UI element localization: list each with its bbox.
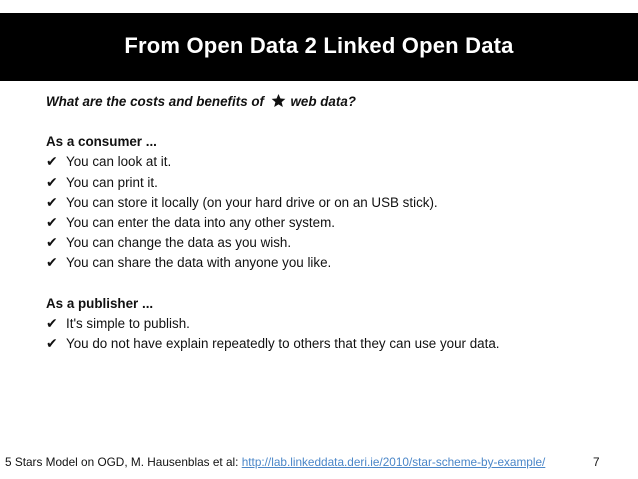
check-icon: ✔ [46,215,58,232]
consumer-item-text: You can print it. [66,174,158,190]
spacer [46,112,616,132]
consumer-item-text: You can look at it. [66,154,172,170]
footer-link[interactable]: http://lab.linkeddata.deri.ie/2010/star-scheme-by-example/ [241,455,546,469]
consumer-item-text: You can enter the data into any other system. [66,215,335,231]
star-icon [271,93,286,108]
publisher-heading: As a publisher ... [46,295,154,311]
consumer-item [46,152,616,172]
consumer-item-text: You can change the data as you wish. [66,235,292,251]
spacer [46,274,616,294]
consumer-item [46,253,616,273]
check-icon: ✔ [46,315,58,332]
check-icon: ✔ [46,255,58,272]
consumer-item [46,173,616,193]
publisher-item-text: It's simple to publish. [66,315,190,331]
publisher-item [46,334,616,354]
consumer-item [46,193,616,213]
question-text-start: What are the costs and benefits of [46,94,265,109]
check-icon: ✔ [46,154,58,171]
footer-text: 5 Stars Model on OGD, M. Hausenblas et al: [5,455,242,469]
check-icon: ✔ [46,336,58,353]
publisher-item [46,314,616,334]
title-bar [0,13,638,81]
consumer-item [46,213,616,233]
check-icon: ✔ [46,235,58,252]
slide-content [46,92,616,354]
check-icon: ✔ [46,174,58,191]
check-icon: ✔ [46,194,58,211]
question-line [46,92,616,112]
slide-title: From Open Data 2 Linked Open Data [124,33,514,58]
consumer-item-text: You can share the data with anyone you like. [66,255,332,271]
question-text-end: web data? [290,94,356,109]
footer-citation [5,455,635,469]
page-number: 7 [593,455,600,469]
consumer-item-text: You can store it locally (on your hard drive or on an USB stick). [66,194,438,210]
consumer-heading: As a consumer ... [46,134,157,150]
publisher-item-text: You do not have explain repeatedly to others that they can use your data. [66,336,500,352]
consumer-item [46,233,616,253]
